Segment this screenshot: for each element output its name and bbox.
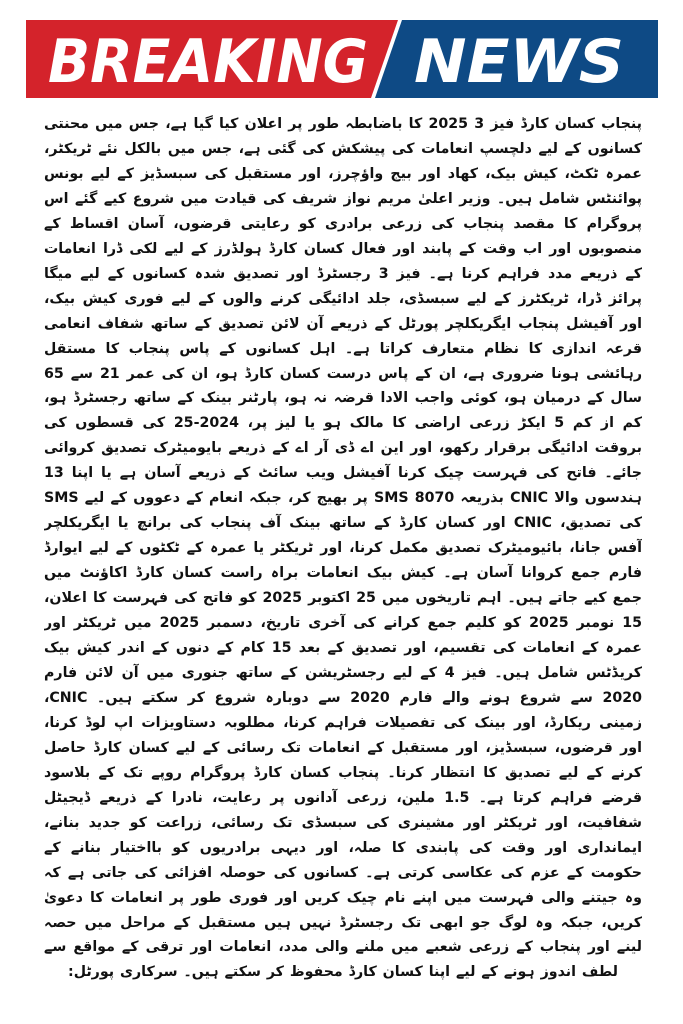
breaking-news-banner xyxy=(26,20,658,98)
banner-word-news: NEWS xyxy=(414,27,624,97)
article-body xyxy=(44,112,642,1016)
article-paragraph: پنجاب کسان کارڈ فیز 3 2025 کا باضابطہ طور پر اعلان کیا گیا ہے، جس میں محنتی کسانوں کے لیے دلچسپ انعامات کی پیشکش کی گئی ہے، جس میں بالکل نئے ٹریکٹر، عمرہ ٹکٹ، کیش بیک، کھاد اور بیج واؤچرز، اور مستقبل کی سبسڈیز کے لیے بونس پوائنٹس شامل ہیں۔ وزیر اعلیٰ مریم نواز شریف کی قیادت میں شروع کیے گئے اس پروگرام کا مقصد پنجاب کی زرعی برادری کو رعایتی قرضوں، آسان اقساط کے منصوبوں اور اب وقت کے پابند اور فعال کسان کارڈ ہولڈرز کے لیے لکی ڈرا انعامات کے ذریعے مدد فراہم کرنا ہے۔ فیز 3 رجسٹرڈ اور تصدیق شدہ کسانوں کے لیے میگا پرائز ڈرا، ٹریکٹرز کے لیے سبسڈی، جلد ادائیگی کرنے والوں کے لیے فوری کیش بیک، اور آفیشل پنجاب ایگریکلچر پورٹل کے ذریعے آن لائن تصدیق کے ساتھ شفاف انعامی قرعہ اندازی کا نظام متعارف کراتا ہے۔ اہل کسانوں کے پاس پنجاب کا مستقل رہائشی ہونا ضروری ہے، ان کے پاس درست کسان کارڈ ہو، ان کی عمر 21 سے 65 سال کے درمیان ہو، کوئی واجب الادا قرضہ نہ ہو، پارٹنر بینک کے ساتھ رجسٹرڈ ہو، کم از کم 5 ایکڑ زرعی اراضی کا مالک ہو یا لیز پر، 2024-25 کی قسطوں کی بروقت ادائیگی برقرار رکھو، اور این اے ڈی آر اے کے ذریعے بایومیٹرک تصدیق کروائی جائے۔ فاتح کی فہرست چیک کرنا آفیشل ویب سائٹ کے ذریعے آسان ہے یا اپنا 13 ہندسوں والا CNIC بذریعہ SMS 8070 پر بھیج کر، جبکہ انعام کے دعووں کے لیے SMS کی تصدیق، CNIC اور کسان کارڈ کے ساتھ بینک آف پنجاب کی برانچ یا ایگریکلچر آفس جانا، بائیومیٹرک تصدیق مکمل کرنا، اور ٹریکٹر یا عمرہ کے ٹکٹوں کے لیے ایوارڈ فارم جمع کروانا آسان ہے۔ کیش بیک انعامات براہ راست کسان کارڈ اکاؤنٹ میں جمع کیے جاتے ہیں۔ اہم تاریخوں میں 25 اکتوبر 2025 کو فاتح کی فہرست کا اعلان، 15 نومبر 2025 کو کلیم جمع کرانے کی آخری تاریخ، دسمبر 2025 میں ٹریکٹر اور عمرہ کے انعامات کی تقسیم، اور تصدیق کے بعد 15 کام کے دنوں کے اندر کیش بیک کریڈٹس شامل ہیں۔ فیز 4 کے لیے رجسٹریشن کے ساتھ جنوری میں آن لائن فارم 2020 سے شروع ہونے والے فارم 2020 سے دوبارہ شروع کر سکتے ہیں۔ CNIC، زمینی ریکارڈ، اور بینک کی تفصیلات فراہم کرنا، مطلوبہ دستاویزات اپ لوڈ کرنا، اور قرضوں، سبسڈیز، اور مستقبل کے انعامات تک رسائی کے لیے کسان کارڈ حاصل کرنے کے لیے تصدیق کا انتظار کرنا۔ پنجاب کسان کارڈ پروگرام روپے تک کے بلاسود قرضے فراہم کرتا ہے۔ 1.5 ملین، زرعی آدانوں پر رعایت، نادرا کے ذریعے ڈیجیٹل شفافیت، اور ٹریکٹر اور مشینری کی سبسڈی تک رسائی، زراعت کو جدید بنانے، ایمانداری اور وقت کی پابندی کا صلہ، اور دیہی برادریوں کو بااختیار بنانے کے حکومت کے عزم کی عکاسی کرتی ہے۔ کسانوں کی حوصلہ افزائی کی جاتی ہے کہ وہ جیتنے والی فہرست میں اپنے نام چیک کریں اور فوری طور پر انعامات کا دعویٰ کریں، جبکہ وہ لوگ جو ابھی تک رجسٹرڈ نہیں ہیں مستقبل کے مراحل میں حصہ لینے اور پنجاب کے زرعی شعبے میں ملنے والی مدد، انعامات اور ترقی کے مواقع سے لطف اندوز ہونے کے لیے اپنا کسان کارڈ محفوظ کر سکتے ہیں۔ سرکاری پورٹل: xyxy=(44,116,642,981)
banner-graphic xyxy=(26,20,658,98)
banner-word-breaking: BREAKING xyxy=(48,27,368,97)
